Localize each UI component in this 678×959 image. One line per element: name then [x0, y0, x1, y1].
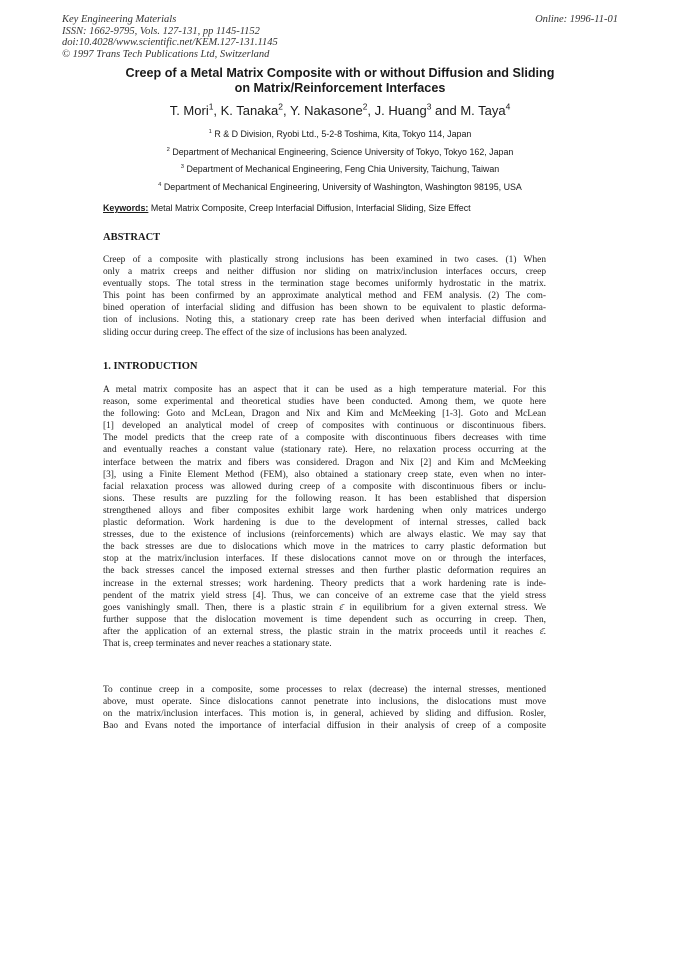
- author-separator: ,: [213, 103, 221, 118]
- abstract-body: [103, 254, 546, 339]
- text-line: increase in the external stresses; work hardening. Theory predicts that a work hardening rate is inde-: [103, 578, 546, 589]
- text-line: above, must operate. Since dislocations cannot penetrate into inclusions, the dislocations must move: [103, 697, 546, 708]
- text-line: bined operation of interfacial sliding and diffusion has been shown to be equivalent to plastic deforma-: [103, 303, 546, 314]
- text-line: That is, creep terminates and never reaches a stationary state.: [103, 638, 332, 649]
- abstract-heading: ABSTRACT: [103, 232, 161, 243]
- text-line: stresses, due to the existence of inclusions (reinforcements) which are always elastic. We may say that: [103, 530, 546, 541]
- text-line: the back stresses are due to dislocations which move in the matrices to carry plastic deformation but: [103, 542, 546, 553]
- introduction-heading: 1. INTRODUCTION: [103, 361, 198, 372]
- text-line: eventually stops. The total stress in the termination stage becomes uniformly hydrostatic in the matrix.: [103, 279, 546, 290]
- text-line: reason, some experimental and theoretical studies have been conducted. Among them, we quote here: [103, 397, 546, 408]
- author: [460, 103, 510, 118]
- text-line: stop at the matrix/inclusion interfaces. If these dislocations cannot move on or through the interfaces,: [103, 554, 546, 565]
- keywords: [103, 203, 471, 213]
- author-affiliation-mark: 1: [208, 101, 214, 112]
- text-line: interface between the matrix and fibers was considered. Dragon and Nix [2] and Kim and McMeeking: [103, 457, 546, 468]
- text-line: sions. These results are puzzling for the following reason. It has been established that dispersion: [103, 493, 546, 504]
- journal-name: Key Engineering Materials: [62, 14, 177, 25]
- text-line: Bao and Evans noted the importance of interfacial diffusion in their analysis of creep of a composite: [103, 721, 546, 732]
- author-name: J. Huang: [374, 103, 427, 118]
- text-line: goes vanishingly small. Then, there is a plastic strain ε̄ in equilibrium for a given external stress. We: [103, 602, 546, 613]
- keywords-text: Metal Matrix Composite, Creep Interfacial Diffusion, Interfacial Sliding, Size Effect: [150, 203, 471, 213]
- affiliation-list: [60, 126, 620, 196]
- paper-title: [70, 66, 610, 95]
- introduction-paragraph-1: [103, 384, 546, 650]
- text-line: and eventually reaches a constant value (stationary rate). Here, no relaxation process occurring at the: [103, 445, 546, 456]
- text-line: [1] developed an analytical model of creep of composites with continuous or discontinuous fibers.: [103, 421, 546, 432]
- affiliation-mark: 4: [158, 181, 162, 188]
- text-line: The model predicts that the creep rate of a composite with discontinuous fibers decreases with time: [103, 433, 546, 444]
- affiliation: [60, 126, 620, 144]
- doi-line: doi:10.4028/www.scientific.net/KEM.127-131.1145: [62, 37, 278, 48]
- text-line: the back stresses cancel the imposed external stresses and then further plastic deformation requires an: [103, 566, 546, 577]
- text-line: after the application of an external stress, the plastic strain in the matrix proceeds until it reaches ε̄.: [103, 626, 546, 637]
- author-name: T. Mori: [169, 103, 209, 118]
- author: [221, 103, 290, 118]
- affiliation-text: Department of Mechanical Engineering, Feng Chia University, Taichung, Taiwan: [186, 164, 500, 174]
- text-line: facial relaxation process was allowed during creep of a composite with discontinuous fibers or inclu-: [103, 481, 546, 492]
- text-line: tion of inclusions. Noting this, a stationary creep rate has been derived when interfacial diffusion and: [103, 315, 546, 326]
- introduction-paragraph-2: [103, 684, 546, 732]
- online-date: Online: 1996-11-01: [535, 14, 618, 25]
- affiliation: [60, 161, 620, 179]
- title-line-2: on Matrix/Reinforcement Interfaces: [234, 80, 446, 95]
- title-line-1: Creep of a Metal Matrix Composite with or without Diffusion and Sliding: [125, 66, 555, 80]
- text-line: strengthened alloys and fiber composites exhibit large work hardening when only matrices undergo: [103, 505, 546, 516]
- author-name: Y. Nakasone: [289, 103, 363, 118]
- author-separator: ,: [367, 103, 375, 118]
- issn-line: ISSN: 1662-9795, Vols. 127-131, pp 1145-1152: [62, 25, 260, 37]
- affiliation-mark: 2: [166, 146, 170, 153]
- text-line: plastic deformation. Work hardening is due to the development of internal stresses, called back: [103, 518, 546, 529]
- journal-header: [62, 14, 278, 60]
- text-line: the following: Goto and McLean, Dragon and Nix and Kim and McMeeking [1-3]. Goto and McLean: [103, 409, 546, 420]
- author: [290, 103, 375, 118]
- affiliation-mark: 3: [180, 164, 184, 171]
- author-affiliation-mark: 2: [362, 101, 368, 112]
- author-separator: and: [431, 103, 461, 118]
- author-name: K. Tanaka: [220, 103, 279, 118]
- author-affiliation-mark: 3: [426, 101, 432, 112]
- text-line: This point has been confirmed by an approximate analytical method and FEM analysis. (2) The com-: [103, 291, 546, 302]
- affiliation-text: Department of Mechanical Engineering, University of Washington, Washington 98195, USA: [163, 181, 522, 192]
- affiliation-mark: 1: [208, 129, 212, 136]
- affiliation-text: R & D Division, Ryobi Ltd., 5-2-8 Toshima, Kita, Tokyo 114, Japan: [214, 129, 472, 139]
- text-line: To continue creep in a composite, some processes to relax (decrease) the internal stresses, mentioned: [103, 685, 546, 695]
- text-line: only a matrix creeps and neither diffusion nor sliding on matrix/inclusion interfaces occurs, creep: [103, 267, 546, 278]
- text-line: sliding occur during creep. The effect of the size of inclusions has been analyzed.: [103, 327, 407, 338]
- author-list: [60, 103, 620, 118]
- text-line: Creep of a composite with plastically strong inclusions has been examined in two cases. (1) When: [103, 255, 546, 265]
- keywords-label: Keywords:: [103, 203, 149, 213]
- text-line: further suppose that the dislocation movement is time dependent such as occurring in creep. Then,: [103, 614, 546, 625]
- text-line: A metal matrix composite has an aspect that it can be used as a high temperature material. For this: [103, 385, 546, 395]
- author: [375, 103, 461, 118]
- affiliation: [60, 144, 620, 162]
- author-separator: ,: [282, 103, 290, 118]
- author-affiliation-mark: 2: [278, 101, 283, 112]
- author-name: M. Taya: [460, 103, 506, 118]
- affiliation: [60, 179, 620, 197]
- text-line: pendent of the matrix yield stress [4]. Thus, we can conceive of an extreme case that the yield stress: [103, 590, 546, 601]
- author-affiliation-mark: 4: [505, 101, 511, 112]
- author: [170, 103, 221, 118]
- copyright-line: © 1997 Trans Tech Publications Ltd, Switzerland: [62, 48, 270, 60]
- text-line: on the matrix/inclusion interfaces. This motion is, in general, achieved by sliding and diffusion. Rosler,: [103, 709, 546, 720]
- affiliation-text: Department of Mechanical Engineering, Science University of Tokyo, Tokyo 162, Japan: [172, 146, 514, 157]
- text-line: [3], using a Finite Element Method (FEM), also obtained a stationary creep state, even when no inter-: [103, 469, 546, 480]
